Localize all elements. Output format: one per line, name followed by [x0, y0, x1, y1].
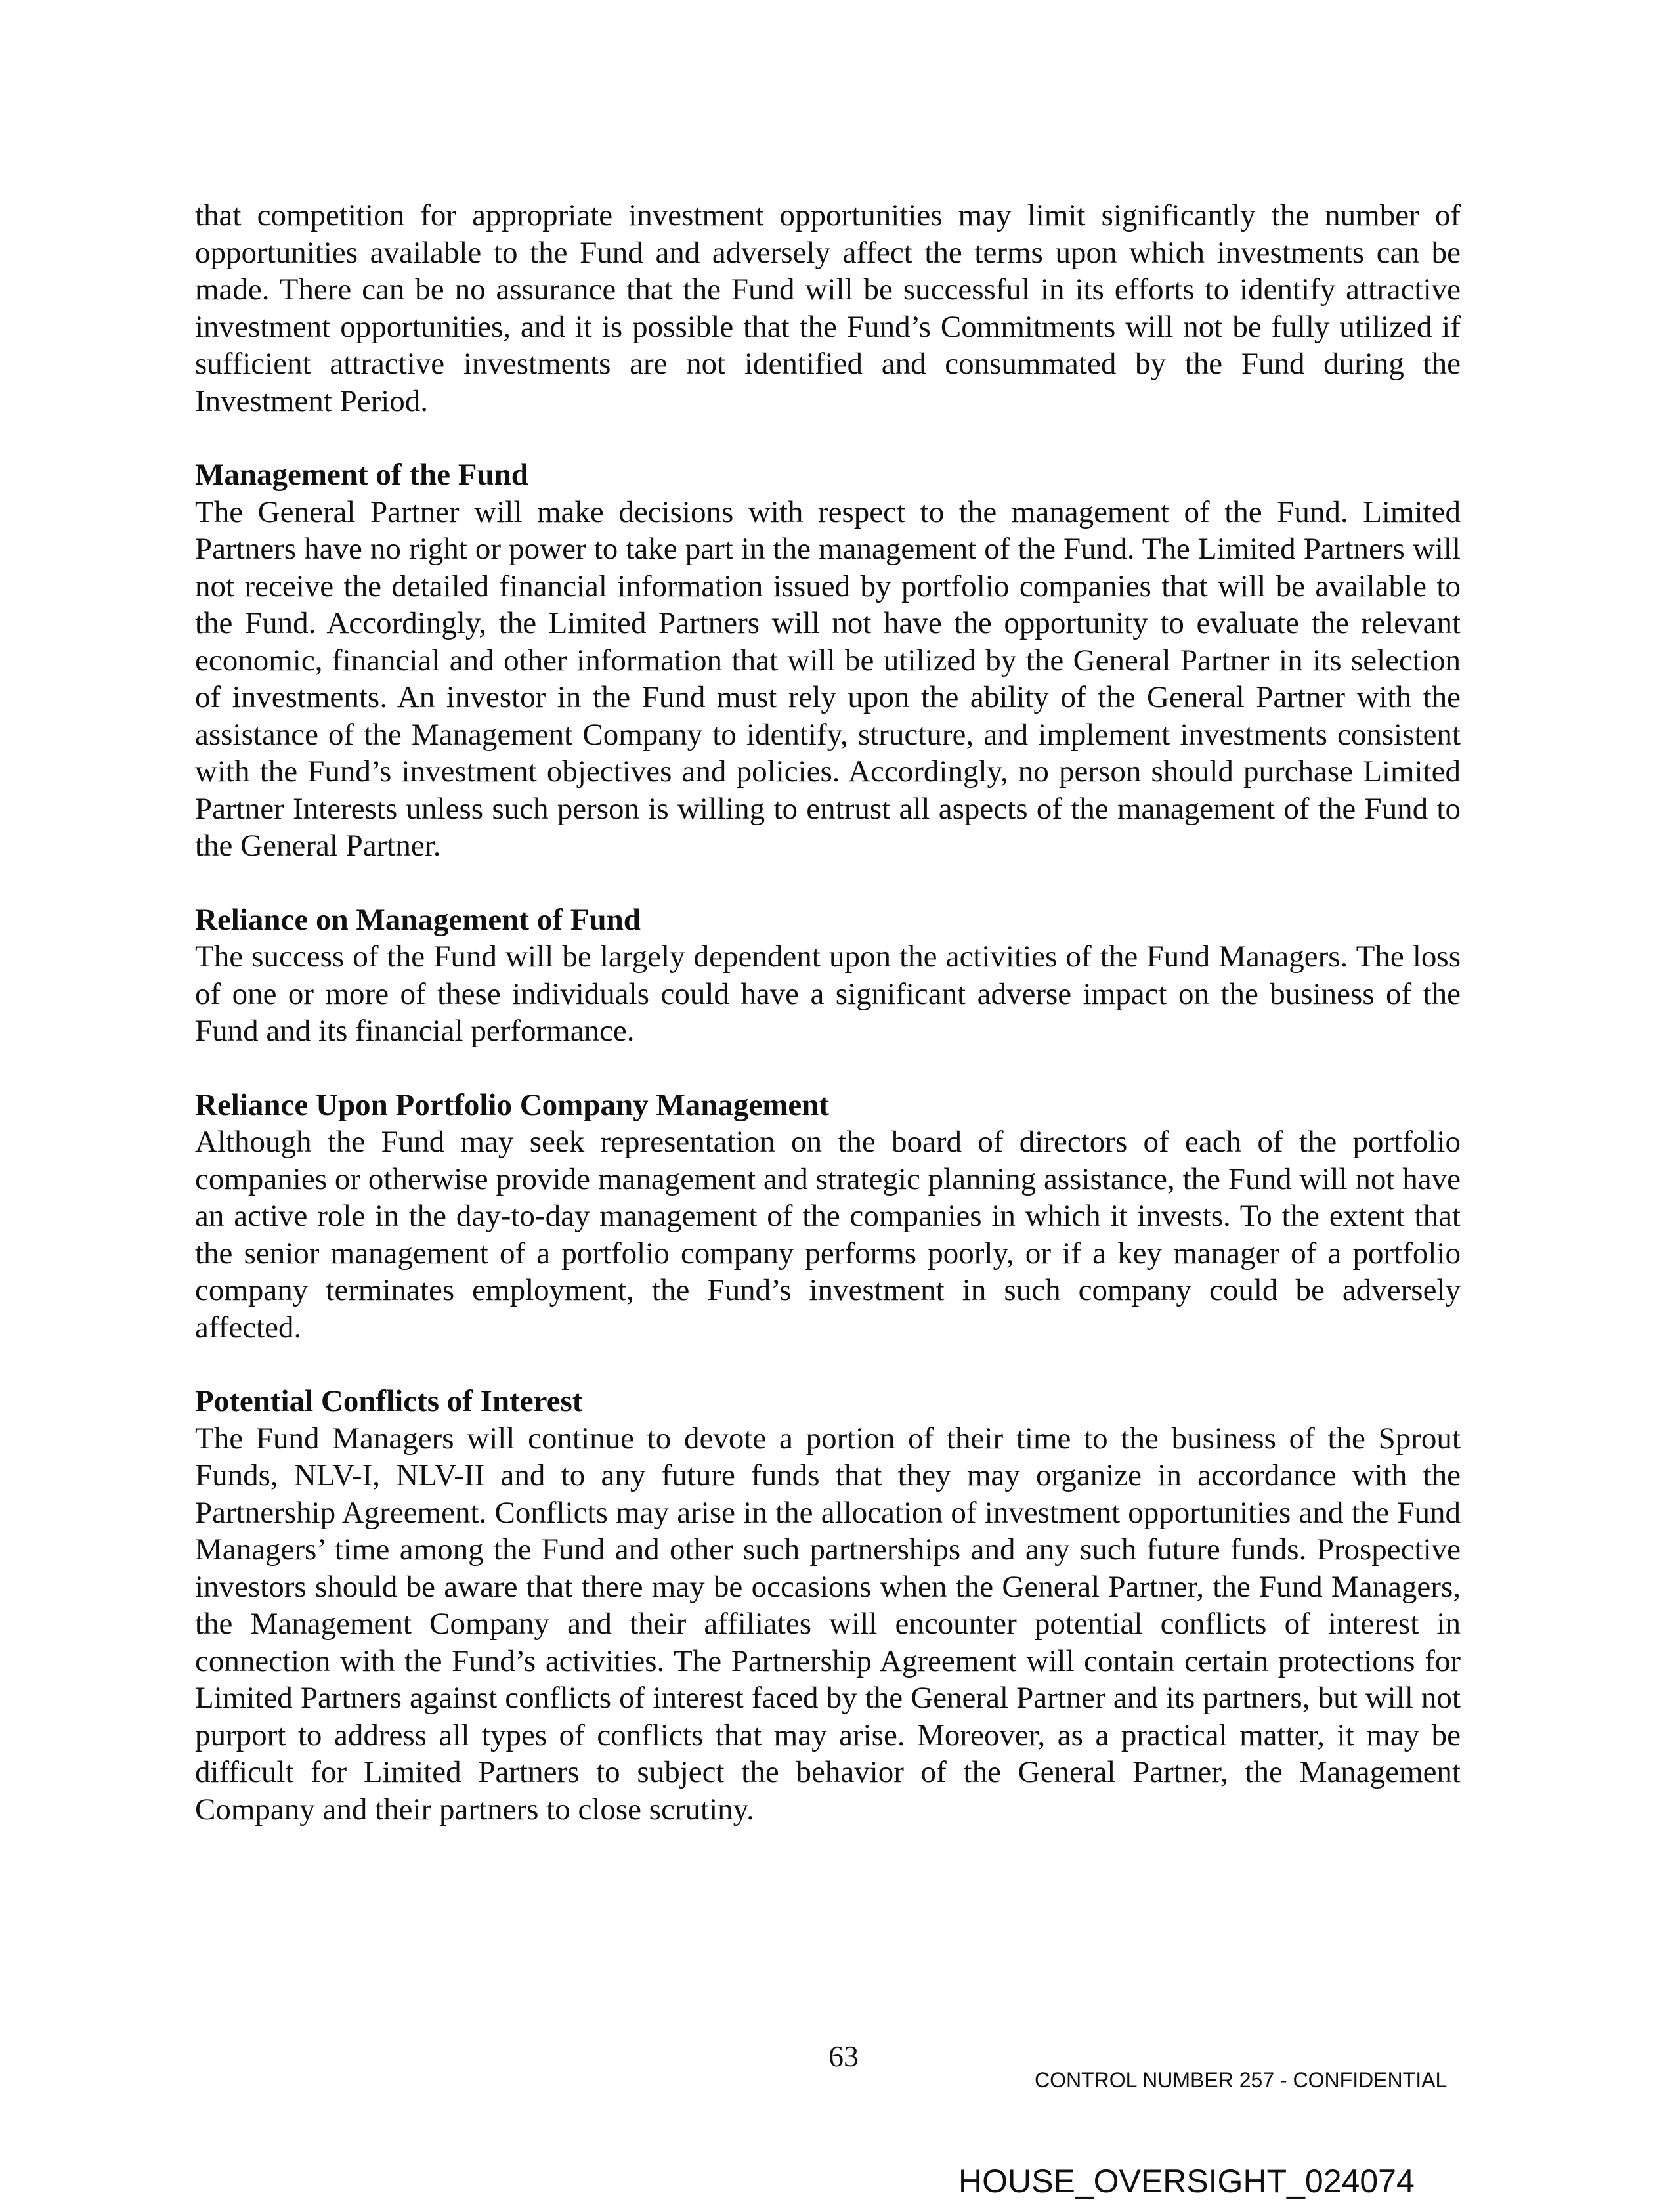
section-reliance-on-management — [195, 901, 1461, 1050]
section-text: The General Partner will make decisions with respect to the management of the Fund. Limited Partners have no right or power to take part in the management of the Fund. The Limited Partners will not receive the detailed financial information issued by portfolio companies that will be available to the Fund. Accordingly, the Limited Partners will not have the opportunity to evaluate the relevant economic, financial and other information that will be utilized by the General Partner in its selection of investments. An investor in the Fund must rely upon the ability of the General Partner with the assistance of the Management Company to identify, structure, and implement investments consistent with the Fund’s investment objectives and policies. Accordingly, no person should purchase Limited Partner Interests unless such person is willing to entrust all aspects of the management of the Fund to the General Partner. — [195, 494, 1461, 863]
page-number: 63 — [828, 2039, 859, 2073]
document-body — [195, 197, 1461, 1828]
section-text: The Fund Managers will continue to devote a portion of their time to the business of the Sprout Funds, NLV-I, NLV-II and to any future funds that they may organize in accordance with the Partnership Agreement. Conflicts may arise in the allocation of investment opportunities and the Fund Managers’ time among the Fund and other such partnerships and any such future funds. Prospective investors should be aware that there may be occasions when the General Partner, the Fund Managers, the Management Company and their affiliates will encounter potential conflicts of interest in connection with the Fund’s activities. The Partnership Agreement will contain certain protections for Limited Partners against conflicts of interest faced by the General Partner and its partners, but will not purport to address all types of conflicts that may arise. Moreover, as a practical matter, it may be difficult for Limited Partners to subject the behavior of the General Partner, the Management Company and their partners to close scrutiny. — [195, 1421, 1461, 1827]
section-portfolio-company-management — [195, 1087, 1461, 1347]
section-heading: Reliance on Management of Fund — [195, 902, 641, 937]
control-number-label: CONTROL NUMBER 257 - CONFIDENTIAL — [1035, 2068, 1448, 2092]
section-management-of-fund — [195, 456, 1461, 865]
bates-number: HOUSE_OVERSIGHT_024074 — [958, 2163, 1415, 2200]
section-heading: Reliance Upon Portfolio Company Management — [195, 1087, 830, 1122]
intro-paragraph: that competition for appropriate investment opportunities may limit significantly the number of opportunities available to the Fund and adversely affect the terms upon which investments can be made. There can be no assurance that the Fund will be successful in its efforts to identify attractive investment opportunities, and it is possible that the Fund’s Commitments will not be fully utilized if sufficient attractive investments are not identified and consummated by the Fund during the Investment Period. — [195, 198, 1461, 418]
section-heading: Management of the Fund — [195, 458, 528, 492]
section-conflicts-of-interest — [195, 1383, 1461, 1828]
section-text: Although the Fund may seek representation on the board of directors of each of the portfolio companies or otherwise provide management and strategic planning assistance, the Fund will not have an active role in the day-to-day management of the companies in which it invests. To the extent that the senior management of a portfolio company performs poorly, or if a key manager of a portfolio company terminates employment, the Fund’s investment in such company could be adversely affected. — [195, 1125, 1461, 1345]
section-text: The success of the Fund will be largely dependent upon the activities of the Fund Managers. The loss of one or more of these individuals could have a significant adverse impact on the business of the Fund and its financial performance. — [195, 940, 1461, 1048]
section-heading: Potential Conflicts of Interest — [195, 1384, 583, 1418]
